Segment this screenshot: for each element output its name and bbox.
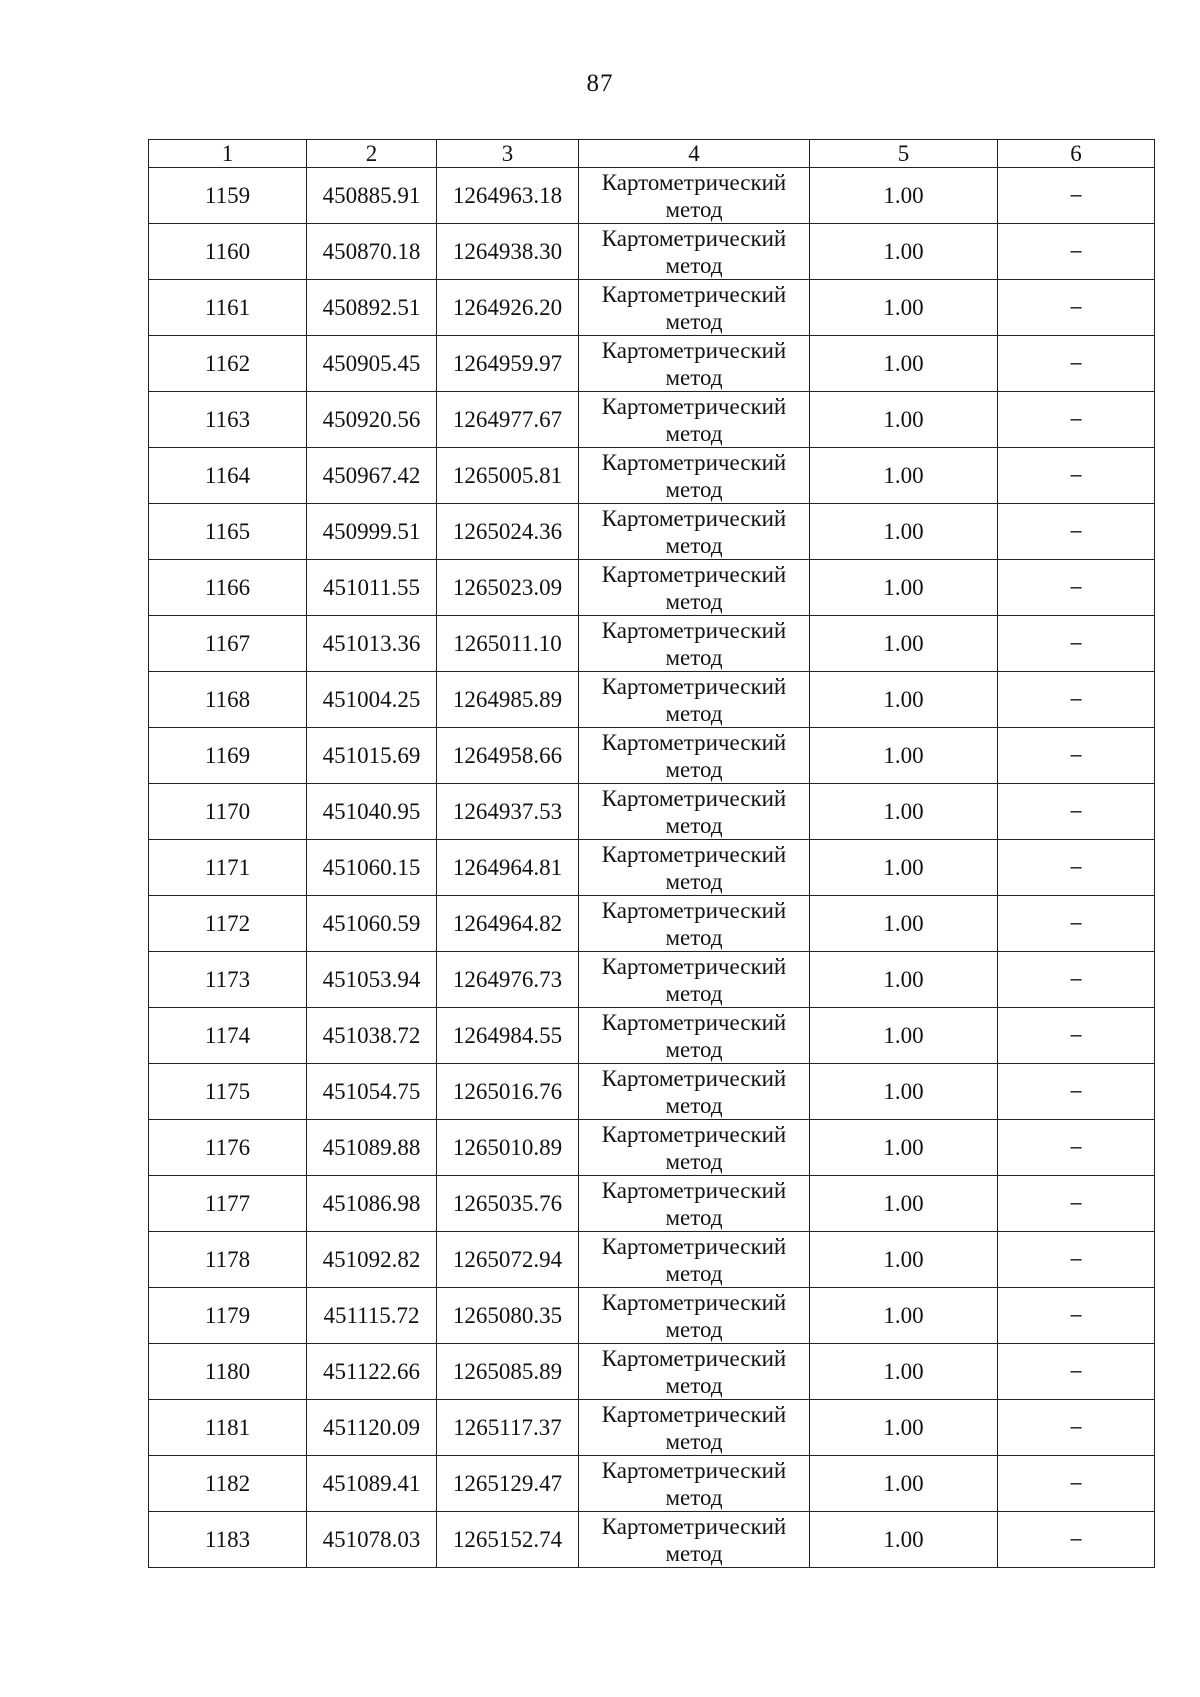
table-row [149,504,1155,560]
table-row [149,336,1155,392]
note-cell: – [998,728,1155,784]
y-coordinate-cell: 1264963.18 [437,168,579,224]
table-row [149,1400,1155,1456]
table-row [149,1512,1155,1568]
y-coordinate-cell: 1265129.47 [437,1456,579,1512]
point-number-cell: 1163 [149,392,307,448]
note-cell: – [998,784,1155,840]
method-line-1: Картометрический [601,393,787,419]
method-cell [579,1232,810,1288]
method-cell [579,840,810,896]
method-line-1: Картометрический [601,561,787,587]
point-number-cell: 1175 [149,1064,307,1120]
method-line-2: метод [665,196,723,222]
accuracy-cell: 1.00 [810,1064,998,1120]
y-coordinate-cell: 1264977.67 [437,392,579,448]
x-coordinate-cell: 450905.45 [307,336,437,392]
accuracy-cell: 1.00 [810,1232,998,1288]
note-cell: – [998,560,1155,616]
method-line-1: Картометрический [601,729,787,755]
table-row [149,1456,1155,1512]
x-coordinate-cell: 450892.51 [307,280,437,336]
method-line-2: метод [665,252,723,278]
method-cell [579,952,810,1008]
method-cell [579,1008,810,1064]
note-cell: – [998,448,1155,504]
method-line-1: Картометрический [601,1233,787,1259]
note-cell: – [998,504,1155,560]
note-cell: – [998,224,1155,280]
accuracy-cell: 1.00 [810,280,998,336]
note-cell: – [998,616,1155,672]
note-cell: – [998,392,1155,448]
method-line-2: метод [665,1540,723,1566]
point-number-cell: 1181 [149,1400,307,1456]
method-cell [579,896,810,952]
method-line-1: Картометрический [601,1177,787,1203]
point-number-cell: 1177 [149,1176,307,1232]
method-line-2: метод [665,1316,723,1342]
column-header-6: 6 [998,140,1155,168]
table-row [149,224,1155,280]
column-header-4: 4 [579,140,810,168]
x-coordinate-cell: 451086.98 [307,1176,437,1232]
x-coordinate-cell: 450967.42 [307,448,437,504]
y-coordinate-cell: 1265035.76 [437,1176,579,1232]
x-coordinate-cell: 451060.15 [307,840,437,896]
accuracy-cell: 1.00 [810,728,998,784]
method-line-2: метод [665,1372,723,1398]
point-number-cell: 1165 [149,504,307,560]
note-cell: – [998,1008,1155,1064]
method-line-1: Картометрический [601,617,787,643]
y-coordinate-cell: 1264926.20 [437,280,579,336]
table-row [149,1064,1155,1120]
method-line-2: метод [665,1484,723,1510]
point-number-cell: 1160 [149,224,307,280]
method-line-1: Картометрический [601,1457,787,1483]
y-coordinate-cell: 1264964.82 [437,896,579,952]
y-coordinate-cell: 1265011.10 [437,616,579,672]
x-coordinate-cell: 451011.55 [307,560,437,616]
method-line-2: метод [665,1428,723,1454]
x-coordinate-cell: 451015.69 [307,728,437,784]
column-header-3: 3 [437,140,579,168]
table-row [149,1232,1155,1288]
x-coordinate-cell: 451120.09 [307,1400,437,1456]
y-coordinate-cell: 1264938.30 [437,224,579,280]
method-line-2: метод [665,924,723,950]
method-line-1: Картометрический [601,281,787,307]
table-row [149,1176,1155,1232]
method-line-2: метод [665,1036,723,1062]
method-cell [579,672,810,728]
y-coordinate-cell: 1264976.73 [437,952,579,1008]
method-line-2: метод [665,980,723,1006]
note-cell: – [998,1344,1155,1400]
method-cell [579,784,810,840]
x-coordinate-cell: 450885.91 [307,168,437,224]
accuracy-cell: 1.00 [810,1512,998,1568]
method-line-2: метод [665,420,723,446]
y-coordinate-cell: 1265152.74 [437,1512,579,1568]
note-cell: – [998,672,1155,728]
x-coordinate-cell: 451038.72 [307,1008,437,1064]
method-cell [579,1512,810,1568]
table-row [149,896,1155,952]
method-line-1: Картометрический [601,1065,787,1091]
x-coordinate-cell: 451053.94 [307,952,437,1008]
point-number-cell: 1159 [149,168,307,224]
y-coordinate-cell: 1265005.81 [437,448,579,504]
method-cell [579,392,810,448]
method-line-1: Картометрический [601,169,787,195]
table-row [149,840,1155,896]
point-number-cell: 1168 [149,672,307,728]
method-line-2: метод [665,1092,723,1118]
method-line-1: Картометрический [601,1289,787,1315]
table-row [149,1120,1155,1176]
method-line-1: Картометрический [601,225,787,251]
x-coordinate-cell: 451078.03 [307,1512,437,1568]
x-coordinate-cell: 451054.75 [307,1064,437,1120]
accuracy-cell: 1.00 [810,1456,998,1512]
table-row [149,280,1155,336]
method-cell [579,1120,810,1176]
point-number-cell: 1161 [149,280,307,336]
method-line-1: Картометрический [601,785,787,811]
method-cell [579,168,810,224]
point-number-cell: 1171 [149,840,307,896]
method-cell [579,560,810,616]
table-row [149,1008,1155,1064]
method-line-2: метод [665,756,723,782]
x-coordinate-cell: 450920.56 [307,392,437,448]
note-cell: – [998,1120,1155,1176]
accuracy-cell: 1.00 [810,336,998,392]
point-number-cell: 1162 [149,336,307,392]
point-number-cell: 1180 [149,1344,307,1400]
point-number-cell: 1176 [149,1120,307,1176]
x-coordinate-cell: 451089.88 [307,1120,437,1176]
y-coordinate-cell: 1264985.89 [437,672,579,728]
table-row [149,728,1155,784]
method-cell [579,1288,810,1344]
accuracy-cell: 1.00 [810,784,998,840]
accuracy-cell: 1.00 [810,896,998,952]
x-coordinate-cell: 450870.18 [307,224,437,280]
method-line-2: метод [665,812,723,838]
table-row [149,616,1155,672]
header-row [149,140,1155,168]
method-line-1: Картометрический [601,1345,787,1371]
table-row [149,448,1155,504]
method-cell [579,336,810,392]
point-number-cell: 1166 [149,560,307,616]
accuracy-cell: 1.00 [810,392,998,448]
point-number-cell: 1179 [149,1288,307,1344]
point-number-cell: 1178 [149,1232,307,1288]
method-cell [579,1064,810,1120]
point-number-cell: 1173 [149,952,307,1008]
table-row [149,168,1155,224]
note-cell: – [998,168,1155,224]
accuracy-cell: 1.00 [810,504,998,560]
x-coordinate-cell: 451115.72 [307,1288,437,1344]
x-coordinate-cell: 450999.51 [307,504,437,560]
method-line-1: Картометрический [601,953,787,979]
accuracy-cell: 1.00 [810,952,998,1008]
x-coordinate-cell: 451040.95 [307,784,437,840]
x-coordinate-cell: 451004.25 [307,672,437,728]
method-line-1: Картометрический [601,673,787,699]
accuracy-cell: 1.00 [810,1288,998,1344]
accuracy-cell: 1.00 [810,840,998,896]
column-header-5: 5 [810,140,998,168]
y-coordinate-cell: 1264937.53 [437,784,579,840]
method-line-2: метод [665,1204,723,1230]
method-line-2: метод [665,644,723,670]
point-number-cell: 1172 [149,896,307,952]
x-coordinate-cell: 451060.59 [307,896,437,952]
method-cell [579,504,810,560]
column-header-2: 2 [307,140,437,168]
note-cell: – [998,1456,1155,1512]
method-line-1: Картометрический [601,505,787,531]
point-number-cell: 1183 [149,1512,307,1568]
method-line-1: Картометрический [601,1401,787,1427]
page-number: 87 [586,70,614,97]
table-row [149,672,1155,728]
method-line-1: Картометрический [601,841,787,867]
note-cell: – [998,952,1155,1008]
y-coordinate-cell: 1265072.94 [437,1232,579,1288]
accuracy-cell: 1.00 [810,1400,998,1456]
y-coordinate-cell: 1265085.89 [437,1344,579,1400]
note-cell: – [998,840,1155,896]
y-coordinate-cell: 1265024.36 [437,504,579,560]
note-cell: – [998,280,1155,336]
accuracy-cell: 1.00 [810,672,998,728]
y-coordinate-cell: 1265010.89 [437,1120,579,1176]
y-coordinate-cell: 1264959.97 [437,336,579,392]
point-number-cell: 1174 [149,1008,307,1064]
method-cell [579,448,810,504]
method-cell [579,1344,810,1400]
method-cell [579,280,810,336]
method-line-2: метод [665,868,723,894]
method-cell [579,224,810,280]
point-number-cell: 1170 [149,784,307,840]
accuracy-cell: 1.00 [810,560,998,616]
point-number-cell: 1164 [149,448,307,504]
accuracy-cell: 1.00 [810,1008,998,1064]
x-coordinate-cell: 451092.82 [307,1232,437,1288]
y-coordinate-cell: 1265023.09 [437,560,579,616]
accuracy-cell: 1.00 [810,448,998,504]
method-line-1: Картометрический [601,337,787,363]
x-coordinate-cell: 451013.36 [307,616,437,672]
note-cell: – [998,1064,1155,1120]
accuracy-cell: 1.00 [810,1344,998,1400]
accuracy-cell: 1.00 [810,1120,998,1176]
table-row [149,392,1155,448]
y-coordinate-cell: 1264964.81 [437,840,579,896]
method-line-1: Картометрический [601,897,787,923]
point-number-cell: 1169 [149,728,307,784]
table-row [149,1288,1155,1344]
method-cell [579,1456,810,1512]
accuracy-cell: 1.00 [810,1176,998,1232]
note-cell: – [998,336,1155,392]
y-coordinate-cell: 1264958.66 [437,728,579,784]
note-cell: – [998,1176,1155,1232]
method-line-2: метод [665,532,723,558]
method-line-2: метод [665,588,723,614]
method-line-1: Картометрический [601,449,787,475]
point-number-cell: 1182 [149,1456,307,1512]
note-cell: – [998,896,1155,952]
method-line-2: метод [665,364,723,390]
method-line-2: метод [665,700,723,726]
x-coordinate-cell: 451122.66 [307,1344,437,1400]
note-cell: – [998,1232,1155,1288]
method-line-1: Картометрический [601,1009,787,1035]
note-cell: – [998,1512,1155,1568]
table-row [149,952,1155,1008]
table-row [149,1344,1155,1400]
y-coordinate-cell: 1265016.76 [437,1064,579,1120]
note-cell: – [998,1400,1155,1456]
method-line-2: метод [665,1260,723,1286]
method-line-2: метод [665,1148,723,1174]
accuracy-cell: 1.00 [810,224,998,280]
point-number-cell: 1167 [149,616,307,672]
accuracy-cell: 1.00 [810,168,998,224]
method-cell [579,616,810,672]
y-coordinate-cell: 1264984.55 [437,1008,579,1064]
column-header-1: 1 [149,140,307,168]
method-line-1: Картометрический [601,1121,787,1147]
table-row [149,560,1155,616]
y-coordinate-cell: 1265080.35 [437,1288,579,1344]
method-line-1: Картометрический [601,1513,787,1539]
method-line-2: метод [665,476,723,502]
coordinates-table [148,139,1155,1568]
method-cell [579,1176,810,1232]
method-cell [579,1400,810,1456]
method-line-2: метод [665,308,723,334]
table-body [149,168,1155,1568]
note-cell: – [998,1288,1155,1344]
accuracy-cell: 1.00 [810,616,998,672]
table-row [149,784,1155,840]
method-cell [579,728,810,784]
x-coordinate-cell: 451089.41 [307,1456,437,1512]
y-coordinate-cell: 1265117.37 [437,1400,579,1456]
